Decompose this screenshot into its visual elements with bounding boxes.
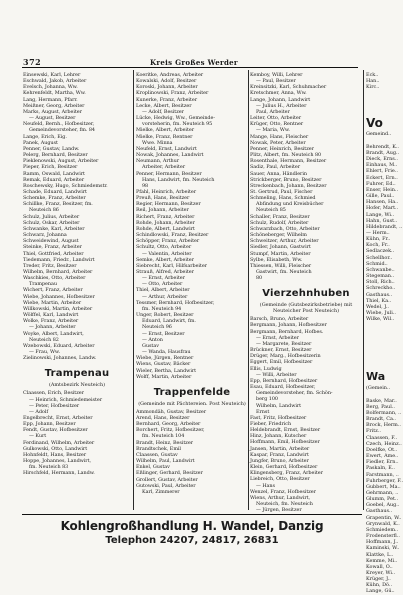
directory-entry: Enkel, Gustav bbox=[136, 464, 170, 471]
directory-entry: fm. Neuteich 83 bbox=[29, 464, 69, 471]
directory-entry: Streckenbach, Johann, Besitzer bbox=[250, 182, 327, 189]
directory-entry: Stoll, Rich.. bbox=[366, 279, 395, 286]
directory-entry: Lange, Gü.. bbox=[366, 588, 395, 595]
directory-entry: — Jürgen, Besitzer bbox=[256, 507, 302, 514]
directory-entry: Han.. bbox=[366, 78, 380, 85]
column-4-cropped bbox=[366, 72, 403, 595]
directory-entry: Grynwald, K.. bbox=[366, 520, 400, 527]
directory-entry: Jansen, Martin, Arbeiter bbox=[250, 445, 310, 452]
directory-entry: Wwe. Minna bbox=[142, 139, 173, 146]
directory-entry: Wenzel, Franz, Hofbesitzer bbox=[250, 488, 316, 495]
directory-entry: Pfahl, Heinrich, Arbeiter bbox=[136, 188, 197, 195]
directory-entry: Regier, Hermann, Besitzer bbox=[136, 201, 201, 208]
directory-entry: Liebreich, Otto, Besitzer bbox=[250, 476, 310, 483]
directory-entry: Klingensberg, Franz, Arbeiter bbox=[250, 470, 323, 477]
directory-entry: Ernst bbox=[256, 408, 270, 415]
directory-entry: Eduard, Landwirt, fm. bbox=[142, 318, 196, 325]
directory-entry: Rosenthale, Hermann, Besitzer bbox=[250, 158, 327, 165]
directory-entry: Czech, Heinz.. bbox=[366, 440, 402, 447]
directory-entry: Fieber, Friedrich bbox=[250, 420, 292, 427]
directory-entry: Wilhelm, Bernhard, Arbeiter bbox=[23, 269, 93, 275]
directory-entry: Schwarz, Johanna bbox=[23, 232, 67, 239]
directory-entry: — Heinrich, Schmiedemeister bbox=[29, 396, 103, 403]
column-2 bbox=[136, 72, 248, 512]
directory-entry: — Margarete, Besitzer bbox=[256, 340, 312, 347]
directory-entry: Schemke, Franz, Arbeiter bbox=[23, 195, 86, 202]
directory-entry: Fiedler, Ern.. bbox=[366, 459, 399, 466]
directory-entry: Gemeind.. bbox=[366, 131, 392, 138]
directory-entry: — Otto, Arbeiter bbox=[142, 281, 183, 288]
directory-entry: — Herm.. bbox=[366, 229, 390, 236]
directory-entry: Kowalski, Adolf, Besitzer bbox=[136, 78, 197, 85]
directory-entry: Schweidewind, August bbox=[23, 238, 79, 245]
directory-entry: Epp, Bernhard, Hofbesitzer bbox=[250, 377, 318, 384]
directory-entry: Kaminski, W.. bbox=[366, 545, 400, 552]
directory-entry: Zielinowski, Johannes, Landw. bbox=[23, 355, 97, 362]
directory-entry: Thiel, Ka.. bbox=[366, 297, 392, 304]
directory-entry: Neuteich 82 bbox=[29, 336, 59, 343]
directory-entry: Marks, August, Arbeiter bbox=[23, 108, 82, 115]
directory-entry: — Willi, Arbeiter bbox=[256, 371, 297, 378]
directory-entry: Hansen, Ha.. bbox=[366, 199, 399, 206]
directory-entry: Fuhrer, Ed.. bbox=[366, 180, 396, 187]
directory-entry: Neufeld, Bernh., Hofbesitzer, bbox=[23, 121, 95, 128]
directory-entry: — Paul, Besitzer bbox=[256, 78, 296, 85]
directory-entry: Krüger, J.. bbox=[366, 576, 391, 583]
directory-entry: Semke, Albert, Arbeiter bbox=[136, 256, 194, 263]
directory-entry: — Adolf, Besitzer bbox=[142, 108, 184, 115]
directory-entry: Mielke, Franz, Rentner bbox=[136, 133, 193, 140]
directory-entry: Stumpf, Martin, Arbeiter bbox=[250, 250, 311, 257]
directory-entry: berg 100 bbox=[256, 396, 278, 403]
directory-entry: Wilhelm, Paul, Landwirt bbox=[136, 458, 195, 465]
directory-entry: Pelerg, Bernhard, Besitzer bbox=[23, 152, 88, 159]
directory-entry: Wölffel, Karl, Landwirt bbox=[23, 312, 79, 319]
directory-entry: Kühn, Fr.. bbox=[366, 236, 391, 243]
directory-entry: 98 bbox=[142, 182, 149, 189]
directory-entry: Kirc.. bbox=[366, 84, 380, 91]
directory-entry: Lücke, Hedwig, Ww., Gemeinde- bbox=[136, 115, 215, 122]
directory-entry: Waschkies, Otto, Arbeiter bbox=[23, 275, 86, 282]
directory-entry: Tiedemann, Friedr., Landwirt bbox=[23, 256, 95, 263]
directory-entry: — Wanda, Hausfrau bbox=[142, 349, 191, 356]
directory-entry: Kemme, Mi.. bbox=[366, 557, 398, 564]
directory-entry: Klattke, L.. bbox=[366, 551, 394, 558]
directory-entry: Remak, Eduard, Arbeiter bbox=[23, 176, 85, 183]
directory-entry: — Hans bbox=[256, 482, 275, 489]
directory-entry: Nowak, Johannes, Landwirt bbox=[136, 152, 204, 159]
directory-entry: Rohde, Albert, Landwirt bbox=[136, 225, 195, 232]
directory-entry: Lange, Wi.. bbox=[366, 211, 395, 218]
directory-entry: Panek, August bbox=[23, 139, 58, 146]
directory-entry: Evelsch, Johanna, Ww. bbox=[23, 84, 78, 91]
directory-entry: Gille, Paul.. bbox=[366, 193, 395, 200]
directory-entry: — Adolf bbox=[29, 408, 49, 415]
directory-entry: Doelfke, Ot.. bbox=[366, 446, 398, 453]
directory-entry: vorsteherin, fm. Neuteich 95 bbox=[142, 121, 213, 128]
directory-entry: Lecke, Albert, Besitzer bbox=[136, 102, 192, 109]
directory-entry: Ehlert, Frie.. bbox=[366, 168, 398, 175]
directory-entry: Claassen, Gustav bbox=[136, 451, 178, 458]
directory-entry: — Kurt bbox=[29, 433, 47, 440]
directory-entry: Grapentin, W.. bbox=[366, 514, 402, 521]
directory-entry: Siebrecht, Karl, Hilfsarbeiter bbox=[136, 262, 207, 269]
directory-entry: Neuteich, fm. Neuteich bbox=[256, 501, 313, 507]
directory-entry: Mielke, Albert, Arbeiter bbox=[136, 127, 194, 134]
directory-entry: Brandt, Aug.. bbox=[366, 149, 400, 156]
directory-entry: Kunerke, Franz, Arbeiter bbox=[136, 96, 197, 103]
directory-entry: Paskaln, E.. bbox=[366, 465, 395, 472]
directory-entry: Gasthaus.. bbox=[366, 291, 393, 298]
directory-entry: Schöpper, Franz, Arbeiter bbox=[136, 238, 200, 245]
header-rule bbox=[22, 67, 358, 68]
directory-entry: Schwanbe.. bbox=[366, 266, 395, 273]
directory-entry: Hans, Landwirt, fm. Neuteich bbox=[142, 176, 215, 183]
directory-entry: Arbeiter, Arbeiter bbox=[142, 164, 185, 171]
directory-entry: Ramm, Oswald, Landwirt bbox=[23, 170, 85, 177]
directory-entry: Wiebe, Juli.. bbox=[366, 310, 396, 316]
advertisement-phone: Telephon 24207, 24817, 26831 bbox=[105, 535, 279, 546]
directory-entry: Gehrmann, .. bbox=[366, 489, 399, 496]
column-divider bbox=[363, 70, 364, 510]
directory-entry: Einsewski, Karl, Lehrer bbox=[23, 72, 81, 78]
directory-entry: Pieper, Erich, Besitzer bbox=[23, 164, 78, 171]
directory-entry: — Peter, Hofbesitzer bbox=[29, 402, 80, 409]
directory-entry: Berg, Paul.. bbox=[366, 403, 395, 410]
directory-entry: Schöneberger, Wilhelm bbox=[250, 232, 307, 239]
directory-entry: Einhaus, M.. bbox=[366, 162, 398, 169]
directory-entry: Brandt, Heinz, Besitzer bbox=[136, 439, 193, 446]
directory-entry: Paul, Arbeiter bbox=[256, 108, 290, 115]
directory-entry: Schwanke, Karl, Arbeiter bbox=[23, 225, 85, 232]
directory-entry: Stegeman.. bbox=[366, 273, 395, 280]
directory-entry: Schillke, Franz, Besitzer, fm. bbox=[23, 201, 93, 208]
directory-entry: Koch, Fr.. bbox=[366, 242, 390, 249]
directory-entry: Kreyer, Wi.. bbox=[366, 570, 396, 576]
directory-entry: Gustav bbox=[142, 342, 159, 349]
directory-entry: Gulkowski, Otto, Landwirt bbox=[23, 445, 88, 452]
directory-entry: Wiebe, Jürgen, Rentner bbox=[136, 355, 194, 362]
page-number: 372 bbox=[23, 57, 42, 67]
directory-entry: — Frau, Ww. bbox=[29, 349, 60, 356]
section-heading: Trappenfelde bbox=[153, 386, 231, 398]
directory-entry: Ellis, Ludwig bbox=[250, 365, 282, 372]
directory-entry: Schindlowski, Franz, Besitzer bbox=[136, 232, 209, 239]
column-1 bbox=[23, 72, 131, 512]
directory-entry: Gubbert, Ma.. bbox=[366, 483, 401, 490]
directory-entry: Kretschmer, Anna, Ww. bbox=[250, 90, 307, 97]
directory-entry: Lang, Hermann, Pfarr. bbox=[23, 96, 78, 103]
directory-entry: Brandt, Ca.. bbox=[366, 416, 396, 423]
advertisement-title: Kohlengroßhandlung H. Wandel, Danzig bbox=[60, 519, 324, 533]
directory-entry: — Ernst, Besitzer bbox=[142, 330, 185, 337]
directory-entry: Hirschfeld, Hermann, Landw. bbox=[23, 470, 95, 477]
directory-entry: Ammondäh, Gustav, Besitzer bbox=[136, 408, 206, 415]
directory-entry: Wieler, Bertha, Landwirt bbox=[136, 367, 197, 374]
section-subtitle: (Gemeinde (Gutsbezirksbetriebe) mit Neuteicher Post Neuteich) bbox=[259, 302, 353, 315]
directory-entry: Schweitzer, Arthur, Arbeiter bbox=[250, 238, 319, 245]
column-3 bbox=[250, 72, 362, 512]
directory-entry: Bernhard, Georg, Arbeiter bbox=[136, 421, 201, 428]
directory-entry: Brückner, Ernst, Besitzer bbox=[250, 347, 312, 354]
directory-entry: Engelbrecht, Ernst, Arbeiter bbox=[23, 414, 93, 421]
directory-entry: Bergmann, Johann, Hofbesitzer bbox=[250, 322, 327, 329]
directory-entry: Goebel, Aug.. bbox=[366, 502, 400, 509]
directory-entry: Schmeling, Hans, Schmied bbox=[250, 195, 316, 202]
directory-entry: Farstmann, .. bbox=[366, 471, 399, 478]
directory-entry: Eschwald, Jakob, Arbeiter bbox=[23, 78, 87, 85]
directory-entry: Wilhelm, Landwirt bbox=[256, 402, 302, 409]
directory-entry: Brock, Herm.. bbox=[366, 422, 401, 429]
directory-entry: Gastwirt, fm. Neuteich bbox=[256, 269, 312, 275]
directory-entry: Penner, Heinrich, Besitzer bbox=[250, 145, 314, 152]
directory-entry: Plitz, Albert, fm. Neuteich 80 bbox=[250, 152, 322, 159]
directory-entry: Thiessen, Willi, Fleischer bbox=[250, 262, 312, 269]
directory-entry: Wolke, Franz, Arbeiter bbox=[23, 318, 79, 325]
directory-entry: Sedlaczek.. bbox=[366, 248, 395, 255]
section-heading-cropped: Wa bbox=[366, 370, 386, 384]
directory-entry: Bergmann, Bernhard, Hofbes. bbox=[250, 328, 324, 335]
directory-entry: Kühn, Dö.. bbox=[366, 582, 392, 589]
directory-entry: (Gemein.. bbox=[366, 385, 391, 392]
directory-entry: Schaller, Franz, Besitzer bbox=[250, 213, 310, 220]
directory-entry: Trampenau bbox=[29, 281, 57, 288]
directory-entry: Hoffmann, Emil, Hofbesitzer bbox=[250, 439, 320, 446]
directory-entry: — Arthur, Arbeiter bbox=[142, 293, 188, 300]
directory-entry: Heldebrandt, Ernst, Besitzer bbox=[250, 427, 321, 434]
directory-entry: Kemboy, Willi, Lehrer bbox=[250, 72, 303, 78]
directory-entry: Neufeld, Ernst, Landwirt bbox=[136, 145, 197, 152]
directory-entry: Kaspar, Franz, Landwirt bbox=[250, 451, 309, 458]
directory-entry: Wilke, Wil.. bbox=[366, 316, 395, 323]
column-divider bbox=[133, 70, 134, 510]
directory-entry: Reil, Johann, Arbeiter bbox=[136, 207, 189, 214]
directory-entry: — Valentin, Arbeiter bbox=[142, 250, 192, 257]
directory-entry: Jungfer, Bruno, Arbeiter bbox=[250, 457, 309, 464]
directory-entry: Gemeindevorsteher, fm. Schön- bbox=[256, 390, 333, 397]
directory-entry: Wolff, Martin, Arbeiter bbox=[136, 373, 192, 380]
directory-entry: Schulz, Rudolf, Arbeiter bbox=[250, 219, 309, 226]
directory-entry: Karl, Zimmerer bbox=[142, 488, 180, 495]
directory-entry: Neuteich 85 bbox=[256, 207, 286, 214]
directory-entry: Grollert, Gustav, Arbeiter bbox=[136, 476, 198, 483]
directory-entry: Wiens, Arthur, Landwirt, bbox=[250, 494, 311, 501]
directory-entry: fm. Neuteich 94 bbox=[142, 305, 182, 312]
directory-entry: Hildebrandt, .. bbox=[366, 223, 403, 230]
directory-entry: Kreinsitzki, Karl, Schuhmacher bbox=[250, 84, 327, 91]
directory-entry: Steinke, Franz, Arbeiter bbox=[23, 244, 82, 251]
advertisement-banner bbox=[22, 514, 362, 551]
directory-entry: Hofer, Mart.. bbox=[366, 205, 399, 212]
directory-entry: Pieklenowski, August, Arbeiter bbox=[23, 158, 99, 165]
directory-entry: Strickberger, Bruno, Besitzer bbox=[250, 176, 322, 183]
directory-entry: Schade, Eduard, Landwirt bbox=[23, 188, 87, 195]
directory-entry: Meißner, Georg, Arbeiter bbox=[23, 102, 85, 109]
directory-entry: Schwarzbach, Otto, Arbeiter bbox=[250, 225, 320, 232]
directory-entry: Wiens, Gustav, Bäcker bbox=[136, 361, 191, 368]
directory-entry: Koroski, Johann, Arbeiter bbox=[136, 84, 198, 91]
directory-entry: Hohnfeldt, Hans, Besitzer bbox=[23, 451, 87, 458]
directory-entry: Hahn, Gust.. bbox=[366, 217, 398, 224]
directory-entry: — Ernst, Arbeiter bbox=[256, 334, 299, 341]
directory-entry: — Anton bbox=[142, 336, 163, 343]
directory-entry: Glumm, Pet.. bbox=[366, 496, 399, 503]
directory-entry: Frodensterfl.. bbox=[366, 533, 400, 540]
section-subtitle: (Amtsbezirk Neuteich) bbox=[48, 382, 106, 389]
directory-entry: Schultz, Otto, Arbeiter bbox=[136, 244, 192, 251]
directory-entry: — August, Besitzer bbox=[29, 115, 76, 122]
directory-entry: Claassen, Erich, Besitzer bbox=[23, 390, 84, 397]
directory-entry: Eßlinger, Gerhard, Besitzer bbox=[136, 470, 203, 477]
directory-entry: — Ernst, Arbeiter bbox=[142, 275, 185, 282]
directory-entry: Schulz, Oskar, Arbeiter bbox=[23, 219, 80, 226]
directory-entry: Neumann, Arthur bbox=[136, 158, 180, 165]
directory-entry: Richert, Franz, Arbeiter bbox=[136, 213, 195, 220]
directory-entry: Neuteich 96 bbox=[142, 324, 172, 331]
directory-entry: — Johann, Arbeiter bbox=[29, 324, 76, 331]
directory-entry: Penner, Hermann, Besitzer bbox=[136, 170, 202, 177]
directory-entry: Leiter, Otto, Arbeiter bbox=[250, 115, 302, 122]
directory-entry: Baske, Mar.. bbox=[366, 397, 397, 404]
directory-entry: Sadiz, Paul, Arbeiter bbox=[250, 164, 301, 171]
directory-entry: Hoppe, Johannes, Landwirt, bbox=[23, 458, 92, 465]
directory-entry: Abfindung und Kreisbücher bbox=[256, 201, 324, 208]
directory-entry: Wiebe, Johannes, Hofbesitzer bbox=[23, 293, 95, 300]
directory-entry: Klein, Gerhard, Hofbesitzer bbox=[250, 464, 318, 471]
directory-entry: Lange, Johann, Landwirt bbox=[250, 96, 311, 103]
directory-entry: St. Gertrud, Paul, Fischer bbox=[250, 188, 313, 195]
directory-entry: Tessmer, Bernhard, Hofbesitzer, bbox=[136, 299, 215, 306]
directory-entry: Penner, Gustav, Landw. bbox=[23, 145, 80, 152]
directory-entry: Bolfermann, .. bbox=[366, 409, 402, 416]
directory-entry: Wedel, J.. bbox=[366, 303, 389, 310]
directory-entry: Kehrenfeldt, Martha, Ww. bbox=[23, 90, 86, 97]
directory-entry: Dieck, Erns.. bbox=[366, 156, 398, 163]
directory-entry: Schreckho.. bbox=[366, 285, 396, 292]
directory-entry: Barsch, Bruno, Arbeiter bbox=[250, 316, 309, 323]
section-heading: Vierzehnhuben bbox=[262, 288, 350, 300]
directory-entry: Schellhor.. bbox=[366, 254, 393, 261]
directory-entry: Rohde, Johann, Arbeiter bbox=[136, 219, 195, 226]
directory-entry: Siedler, Johann, Gastwirt bbox=[250, 244, 311, 251]
section-subtitle: (Gemeinde mit Pächtereien. Post Neuteich) bbox=[138, 400, 246, 407]
directory-entry: Fuhrberger, F.. bbox=[366, 477, 403, 484]
directory-entry: Mange, Hans, Fleischer bbox=[250, 133, 309, 140]
directory-entry: Fritz.. bbox=[366, 428, 381, 435]
running-head: Kreis Großes Werder bbox=[150, 58, 238, 67]
directory-entry: Gasthaus.. bbox=[366, 508, 393, 515]
section-heading-cropped: Vo bbox=[366, 116, 383, 131]
directory-entry: Lange, Erich, Eig. bbox=[23, 133, 67, 140]
directory-entry: Willkowski, Martin, Arbeiter bbox=[23, 305, 93, 312]
directory-entry: Wzebowski, Eduard, Arbeiter bbox=[23, 342, 95, 349]
directory-entry: Arend, Hans, Besitzer bbox=[136, 414, 190, 421]
column-divider bbox=[248, 70, 249, 510]
directory-entry: Claassen, F.. bbox=[366, 434, 398, 441]
directory-entry: Eck.. bbox=[366, 72, 379, 78]
directory-entry: Gutowski, Paul, Arbeiter bbox=[136, 482, 196, 489]
directory-entry: Drüger, Marg., Hofbesitzerin bbox=[250, 353, 321, 360]
directory-entry: Ewert, Ame.. bbox=[366, 453, 399, 460]
directory-entry: Epp, Johann, Besitzer bbox=[23, 421, 76, 428]
directory-entry: Borchert, Fritz, Hofbesitzer, bbox=[136, 427, 205, 434]
directory-entry: Enser, Hein.. bbox=[366, 186, 399, 193]
directory-entry: Esau, Eduard, Hofbesitzer, bbox=[250, 384, 316, 391]
directory-entry: Wichert, Franz, Arbeiter bbox=[23, 287, 83, 294]
directory-entry: Nowak, Peter, Arbeiter bbox=[250, 139, 306, 146]
directory-entry: Thiel, Albert, Arbeiter bbox=[136, 287, 190, 294]
directory-entry: Hinz, Johann, Kutscher bbox=[250, 433, 307, 440]
directory-entry: Preuß, Hans, Besitzer bbox=[136, 195, 190, 202]
directory-entry: 80 bbox=[256, 275, 263, 282]
directory-entry: Kroplinowski, Franz, Arbeiter bbox=[136, 90, 209, 97]
directory-entry: Schmiedem.. bbox=[366, 526, 399, 533]
directory-entry: Brandtschek, Emil bbox=[136, 445, 181, 452]
directory-entry: Hoffmann, J.. bbox=[366, 539, 399, 546]
directory-entry: Strauß, Alfred, Arbeiter bbox=[136, 269, 194, 275]
directory-entry: Unger, Robert, Besitzer bbox=[136, 312, 194, 319]
section-heading: Trampenau bbox=[44, 368, 110, 380]
directory-entry: Fast, Fritz, Hofbesitzer bbox=[250, 414, 307, 421]
directory-entry: Kowall, O.. bbox=[366, 563, 393, 570]
directory-entry: Schulz, Julius, Arbeiter bbox=[23, 213, 80, 220]
directory-entry: fm. Neuteich 104 bbox=[142, 433, 185, 440]
directory-entry: Fendt, Gustav, Hofbesitzer bbox=[23, 427, 88, 434]
directory-entry: Sauer, Anna, Händlerin bbox=[250, 170, 307, 177]
directory-entry: Behrendt, K.. bbox=[366, 143, 399, 150]
directory-entry: Gemeindevorsteher, fm. 84 bbox=[29, 127, 95, 134]
directory-entry: Eckert, Ern.. bbox=[366, 174, 398, 181]
directory-entry: Krüger, Otto, Rentner bbox=[250, 121, 304, 128]
directory-entry: Thiel, Gottfried, Arbeiter bbox=[23, 250, 84, 257]
directory-entry: Koeritke, Andreas, Arbeiter bbox=[136, 72, 204, 78]
directory-entry: Woyke, Albert, Landwirt, bbox=[23, 330, 84, 337]
directory-entry: Ferdinand, Wilhelm, Arbeiter bbox=[23, 439, 95, 446]
directory-entry: Sylbe, Elisabeth, Ww. bbox=[250, 256, 303, 263]
directory-entry: — Julius H., Arbeiter bbox=[256, 102, 307, 109]
directory-entry: Neuteich 86 bbox=[29, 207, 59, 214]
directory-entry: Eggert, Emil, Hofbesitzer bbox=[250, 359, 313, 366]
directory-entry: Schmid.. bbox=[366, 260, 388, 267]
directory-entry: Roschewsky, Hugo, Schmiedemstr. bbox=[23, 182, 108, 189]
directory-entry: — Maria, Ww. bbox=[256, 127, 290, 134]
directory-entry: Wiebe, Martin, Arbeiter bbox=[23, 299, 82, 306]
directory-entry: Treder, Fritz, Besitzer bbox=[23, 262, 77, 269]
